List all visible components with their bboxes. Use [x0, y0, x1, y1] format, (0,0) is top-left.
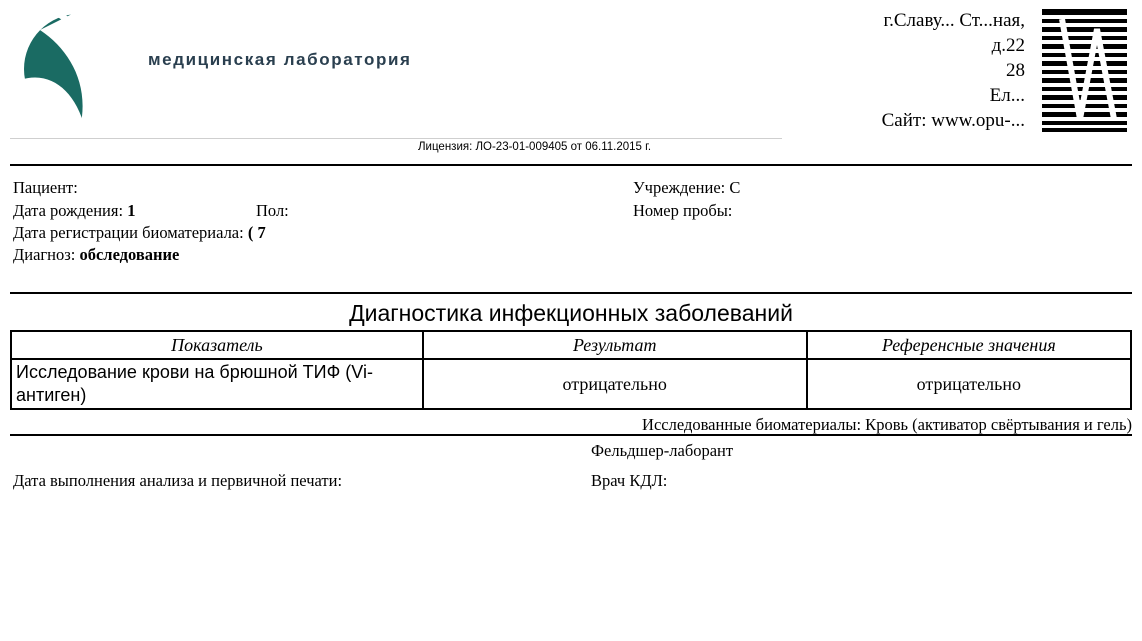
address-line-1: г.Славу... Ст...ная,: [883, 10, 1025, 31]
header-divider: [10, 138, 782, 139]
header-bottom-rule: [10, 164, 1132, 166]
column-header-indicator: Показатель: [11, 331, 423, 359]
reference-cell: отрицательно: [807, 359, 1131, 409]
patient-label: Пациент:: [13, 178, 78, 197]
institution-row: [633, 178, 740, 198]
analysis-date-label: Дата выполнения анализа и первичной печати:: [13, 471, 343, 490]
table-header-row: [11, 331, 1131, 359]
info-bottom-rule: [10, 292, 1132, 294]
diagnosis-label: Диагноз:: [13, 245, 76, 264]
sex-label: Пол:: [256, 201, 289, 220]
indicator-cell: Исследование крови на брюшной ТИФ (Vi-антиген): [11, 359, 423, 409]
registration-value: ( 7: [247, 223, 266, 242]
biomaterials-note: Исследованные биоматериалы: Кровь (активатор свёртывания и гель): [642, 415, 1132, 434]
table-row: [11, 359, 1131, 409]
birthdate-label: Дата рождения:: [13, 201, 124, 220]
lab-logo-icon: [20, 10, 138, 128]
lab-name: медицинская лаборатория: [148, 50, 412, 69]
license-text: Лицензия: ЛО-23-01-009405 от 06.11.2015 г.: [418, 141, 652, 153]
institution-value: С: [729, 178, 741, 197]
table-bottom-rule: [10, 434, 1132, 436]
institution-label: Учреждение:: [633, 178, 726, 197]
birthdate-value: 1: [127, 201, 136, 220]
diagnosis-row: [13, 245, 179, 265]
registration-label: Дата регистрации биоматериала:: [13, 223, 244, 242]
address-line-5: Сайт: www.opu-...: [881, 110, 1025, 131]
birthdate-row: [13, 201, 135, 221]
assistant-label: Фельдшер-лаборант: [591, 441, 734, 460]
diagnosis-value: обследование: [79, 245, 180, 264]
qr-code-icon: [1042, 9, 1127, 132]
doctor-label: Врач КДЛ:: [591, 471, 668, 490]
sample-number-label: Номер пробы:: [633, 201, 733, 220]
address-line-4: Ел...: [989, 85, 1025, 106]
column-header-reference: Референсные значения: [807, 331, 1131, 359]
address-line-3: 28: [1006, 60, 1025, 81]
address-line-2: д.22: [991, 35, 1025, 56]
registration-row: [13, 223, 266, 243]
results-table: [10, 330, 1132, 410]
section-title: Диагностика инфекционных заболеваний: [349, 300, 793, 326]
result-cell: отрицательно: [423, 359, 807, 409]
column-header-result: Результат: [423, 331, 807, 359]
